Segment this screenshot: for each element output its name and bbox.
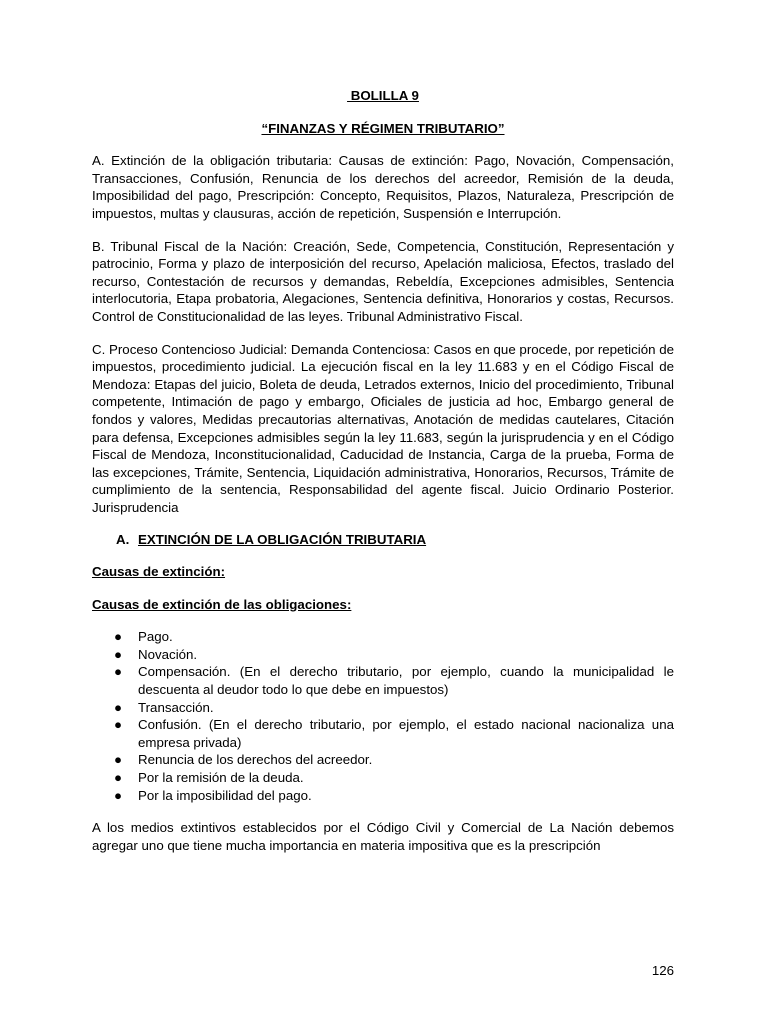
list-item xyxy=(92,787,674,805)
bullet-icon: ● xyxy=(114,629,123,645)
list-item xyxy=(92,699,674,717)
section-heading-a xyxy=(92,531,674,549)
list-item-text: Transacción. xyxy=(138,699,214,715)
document-page xyxy=(92,87,674,869)
bullet-icon: ● xyxy=(114,664,123,680)
paragraph-a: A. Extinción de la obligación tributaria: Causas de extinción: Pago, Novación, Compensación, Transacciones, Confusión, Renuncia de los derechos del acreedor, Remisión de la deuda, Imposibilidad del pago, Prescripción: Concepto, Requisitos, Plazos, Naturaleza, Prescripción de impuestos, multas y clausuras, acción de repetición, Suspensión e Interrupción. xyxy=(92,153,674,221)
list-item-text: Por la imposibilidad del pago. xyxy=(138,787,312,803)
sub-heading-causas: Causas de extinción: xyxy=(92,564,226,580)
closing-paragraph: A los medios extintivos establecidos por el Código Civil y Comercial de La Nación debemos agregar uno que tiene mucha importancia en materia impositiva que es la prescripción xyxy=(92,820,674,853)
bullet-icon: ● xyxy=(114,646,123,662)
list-item xyxy=(92,628,674,646)
section-letter: A. xyxy=(116,532,130,548)
list-item xyxy=(92,646,674,664)
paragraph-b: B. Tribunal Fiscal de la Nación: Creación, Sede, Competencia, Constitución, Representación y patrocinio, Forma y plazo de interposición del recurso, Apelación maliciosa, Efectos, traslado del recurso, Contestación de recursos y demandas, Rebeldía, Excepciones admisibles, Sentencia interlocutoria, Etapa probatoria, Alegaciones, Sentencia definitiva, Honorarios y costas, Recursos. Control de Constitucionalidad de las leyes. Tribunal Administrativo Fiscal. xyxy=(92,238,674,324)
bullet-icon: ● xyxy=(114,717,123,733)
list-item xyxy=(92,751,674,769)
bullet-icon: ● xyxy=(114,787,123,803)
page-number: 126 xyxy=(651,963,674,978)
list-item-text: Pago. xyxy=(138,629,173,645)
causes-list xyxy=(92,628,674,804)
list-item-text: Por la remisión de la deuda. xyxy=(138,770,304,785)
document-title: BOLILLA 9 xyxy=(347,88,419,103)
bullet-icon: ● xyxy=(114,770,123,785)
list-item xyxy=(92,716,674,751)
bullet-icon: ● xyxy=(114,699,123,715)
list-item-text: Confusión. (En el derecho tributario, por ejemplo, el estado nacional nacionaliza una empresa privada) xyxy=(138,717,674,750)
document-subtitle: “FINANZAS Y RÉGIMEN TRIBUTARIO” xyxy=(261,120,505,136)
sub-heading-causas-obligaciones: Causas de extinción de las obligaciones: xyxy=(92,596,352,612)
section-heading-text: EXTINCIÓN DE LA OBLIGACIÓN TRIBUTARIA xyxy=(138,532,427,548)
paragraph-c: C. Proceso Contencioso Judicial: Demanda Contenciosa: Casos en que procede, por repetición de impuestos, procedimiento judicial. La ejecución fiscal en la ley 11.683 y en el Código Fiscal de Mendoza: Etapas del juicio, Boleta de deuda, Letrados externos, Inicio del procedimiento, Tribunal competente, Intimación de pago y embargo, Oficiales de justicia ad hoc, Embargo general de fondos y valores, Medidas precautorias alternativas, Anotación de medidas cautelares, Citación para defensa, Excepciones admisibles según la ley 11.683, según la jurisprudencia y en el Código Fiscal de Mendoza, Inconstitucionalidad, Caducidad de Instancia, Carga de la prueba, Forma de las excepciones, Trámite, Sentencia, Liquidación administrativa, Honorarios, Recursos, Trámite de cumplimiento de la sentencia, Responsabilidad del agente fiscal. Juicio Ordinario Posterior. Jurisprudencia xyxy=(92,341,674,515)
list-item-text: Renuncia de los derechos del acreedor. xyxy=(138,752,373,768)
list-item-text: Novación. xyxy=(138,646,198,662)
bullet-icon: ● xyxy=(114,752,123,768)
list-item xyxy=(92,663,674,698)
list-item xyxy=(92,769,674,787)
list-item-text: Compensación. (En el derecho tributario, por ejemplo, cuando la municipalidad le descuenta al deudor todo lo que debe en impuestos) xyxy=(138,664,674,698)
